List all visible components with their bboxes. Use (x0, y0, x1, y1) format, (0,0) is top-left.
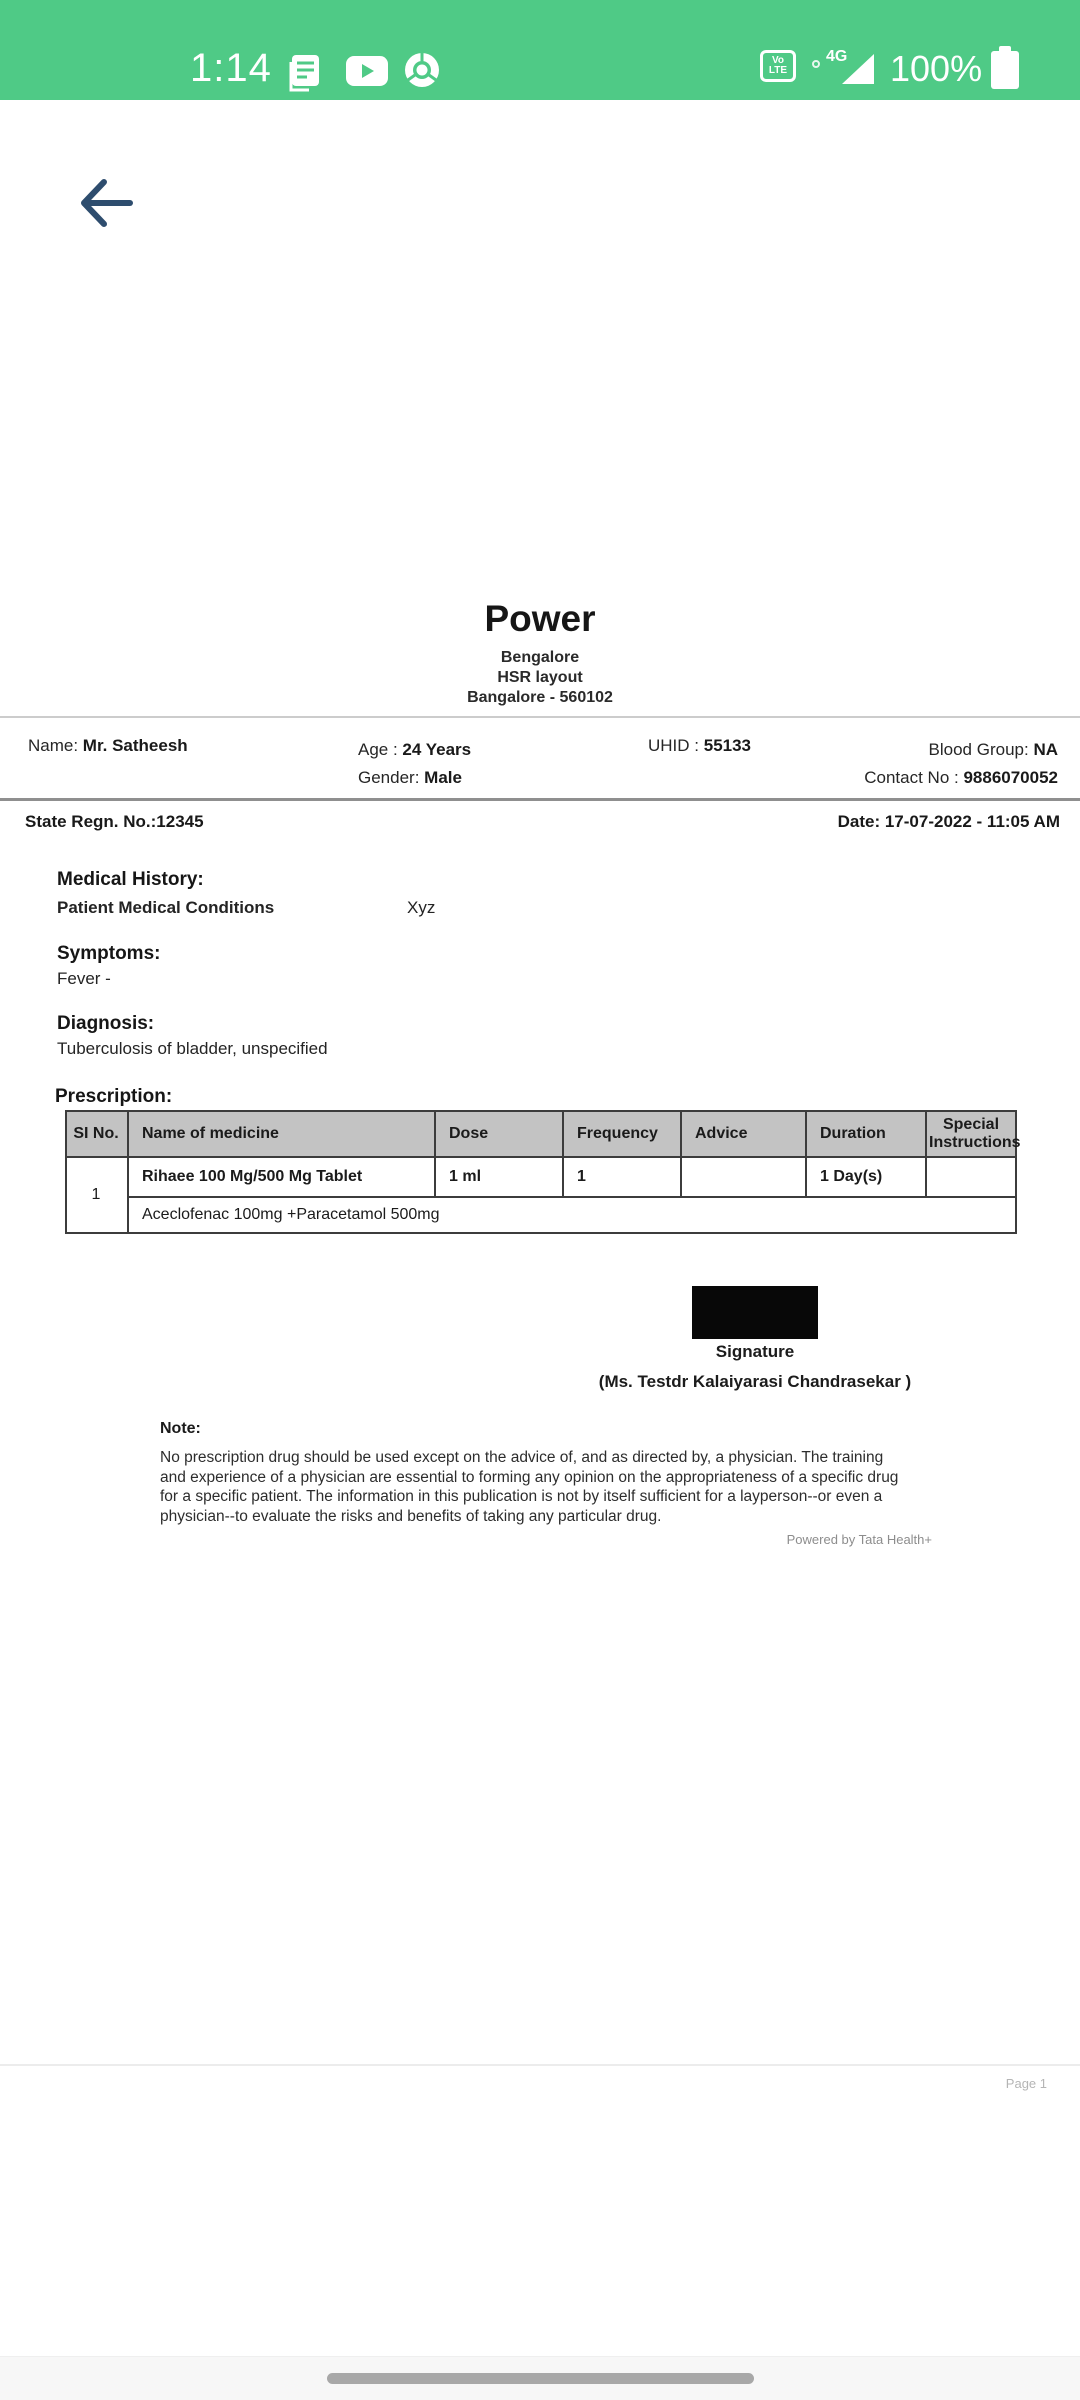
table-row (66, 1157, 1016, 1197)
prescription-title: Prescription: (55, 1086, 173, 1107)
bottom-nav-bar (0, 2356, 1080, 2400)
note-body: No prescription drug should be used except on the advice of, and as directed by, a physician. The training and experience of a physician are essential to forming any opinion on the appropriateness of a specific drug for a specific patient. The information in this publication is not by itself sufficient for a layperson--or even a physician--to evaluate the risks and benefits of taking any particular drug. (160, 1449, 899, 1525)
table-composition-row (66, 1197, 1016, 1233)
medical-history-title: Medical History: (57, 869, 204, 890)
clinic-name: Power (484, 598, 596, 639)
cell-advice (681, 1157, 806, 1197)
data-saver-dot-icon (812, 60, 820, 68)
youtube-notification-icon (346, 56, 388, 91)
col-si-no: SI No. (66, 1111, 128, 1157)
cell-duration: 1 Day(s) (806, 1157, 926, 1197)
battery-percent-label: 100% (890, 48, 983, 89)
col-frequency: Frequency (563, 1111, 681, 1157)
header-divider (0, 716, 1080, 718)
cell-dose: 1 ml (435, 1157, 563, 1197)
signal-triangle-icon (842, 54, 874, 84)
home-indicator[interactable] (327, 2373, 754, 2384)
medical-condition-value: Xyz (407, 898, 436, 917)
patient-contact-block: Blood Group: NA Contact No : 9886070052 (864, 740, 1058, 787)
signature-label: Signature (715, 1342, 795, 1361)
page-number: Page 1 (1005, 2076, 1047, 2091)
col-medicine: Name of medicine (128, 1111, 435, 1157)
cell-composition: Aceclofenac 100mg +Paracetamol 500mg (128, 1197, 1016, 1233)
battery-icon (990, 46, 1020, 89)
note-title: Note: (160, 1420, 201, 1437)
col-advice: Advice (681, 1111, 806, 1157)
clinic-header (0, 598, 1080, 708)
col-dose: Dose (435, 1111, 563, 1157)
patient-age-gender: Age : 24 Years Gender: Male (358, 740, 472, 787)
clinic-address-line3: Bangalore - 560102 (467, 689, 613, 706)
symptoms-title: Symptoms: (57, 943, 161, 964)
page-bottom-divider (0, 2064, 1080, 2066)
powered-by-label: Powered by Tata Health+ (786, 1532, 932, 1547)
doctor-name: (Ms. Testdr Kalaiyarasi Chandrasekar ) (598, 1372, 912, 1391)
clinic-address-line1: Bengalore (500, 649, 580, 666)
patient-divider (0, 798, 1080, 801)
diagnosis-title: Diagnosis: (57, 1013, 155, 1034)
medical-history-row (57, 898, 436, 918)
patient-name: Name: Mr. Satheesh (28, 736, 188, 755)
state-regn-no: State Regn. No.:12345 (25, 812, 204, 831)
prescription-date: Date: 17-07-2022 - 11:05 AM (837, 812, 1060, 831)
notes-notification-icon (287, 52, 323, 97)
patient-uhid: UHID : 55133 (648, 736, 752, 755)
signal-strength-icon (826, 48, 874, 84)
cell-frequency: 1 (563, 1157, 681, 1197)
volte-icon: Vo LTE (760, 50, 796, 82)
table-header-row (66, 1111, 1016, 1157)
chrome-notification-icon (404, 52, 440, 93)
status-bar (0, 0, 1080, 100)
signature-image (692, 1286, 818, 1339)
cell-special-instructions (926, 1157, 1016, 1197)
prescription-table (65, 1110, 1021, 1234)
back-button[interactable] (72, 168, 142, 238)
back-arrow-icon (72, 168, 142, 238)
diagnosis-value: Tuberculosis of bladder, unspecified (57, 1039, 328, 1058)
clinic-address-line2: HSR layout (497, 669, 583, 686)
symptoms-value: Fever - (57, 969, 111, 988)
status-time: 1:14 (190, 46, 272, 90)
medical-condition-key: Patient Medical Conditions (57, 898, 275, 917)
cell-medicine: Rihaee 100 Mg/500 Mg Tablet (128, 1157, 435, 1197)
col-duration: Duration (806, 1111, 926, 1157)
network-type-label: 4G (826, 48, 848, 65)
col-special-instructions: Special Instructions (926, 1111, 1016, 1157)
cell-si-no: 1 (66, 1157, 128, 1233)
